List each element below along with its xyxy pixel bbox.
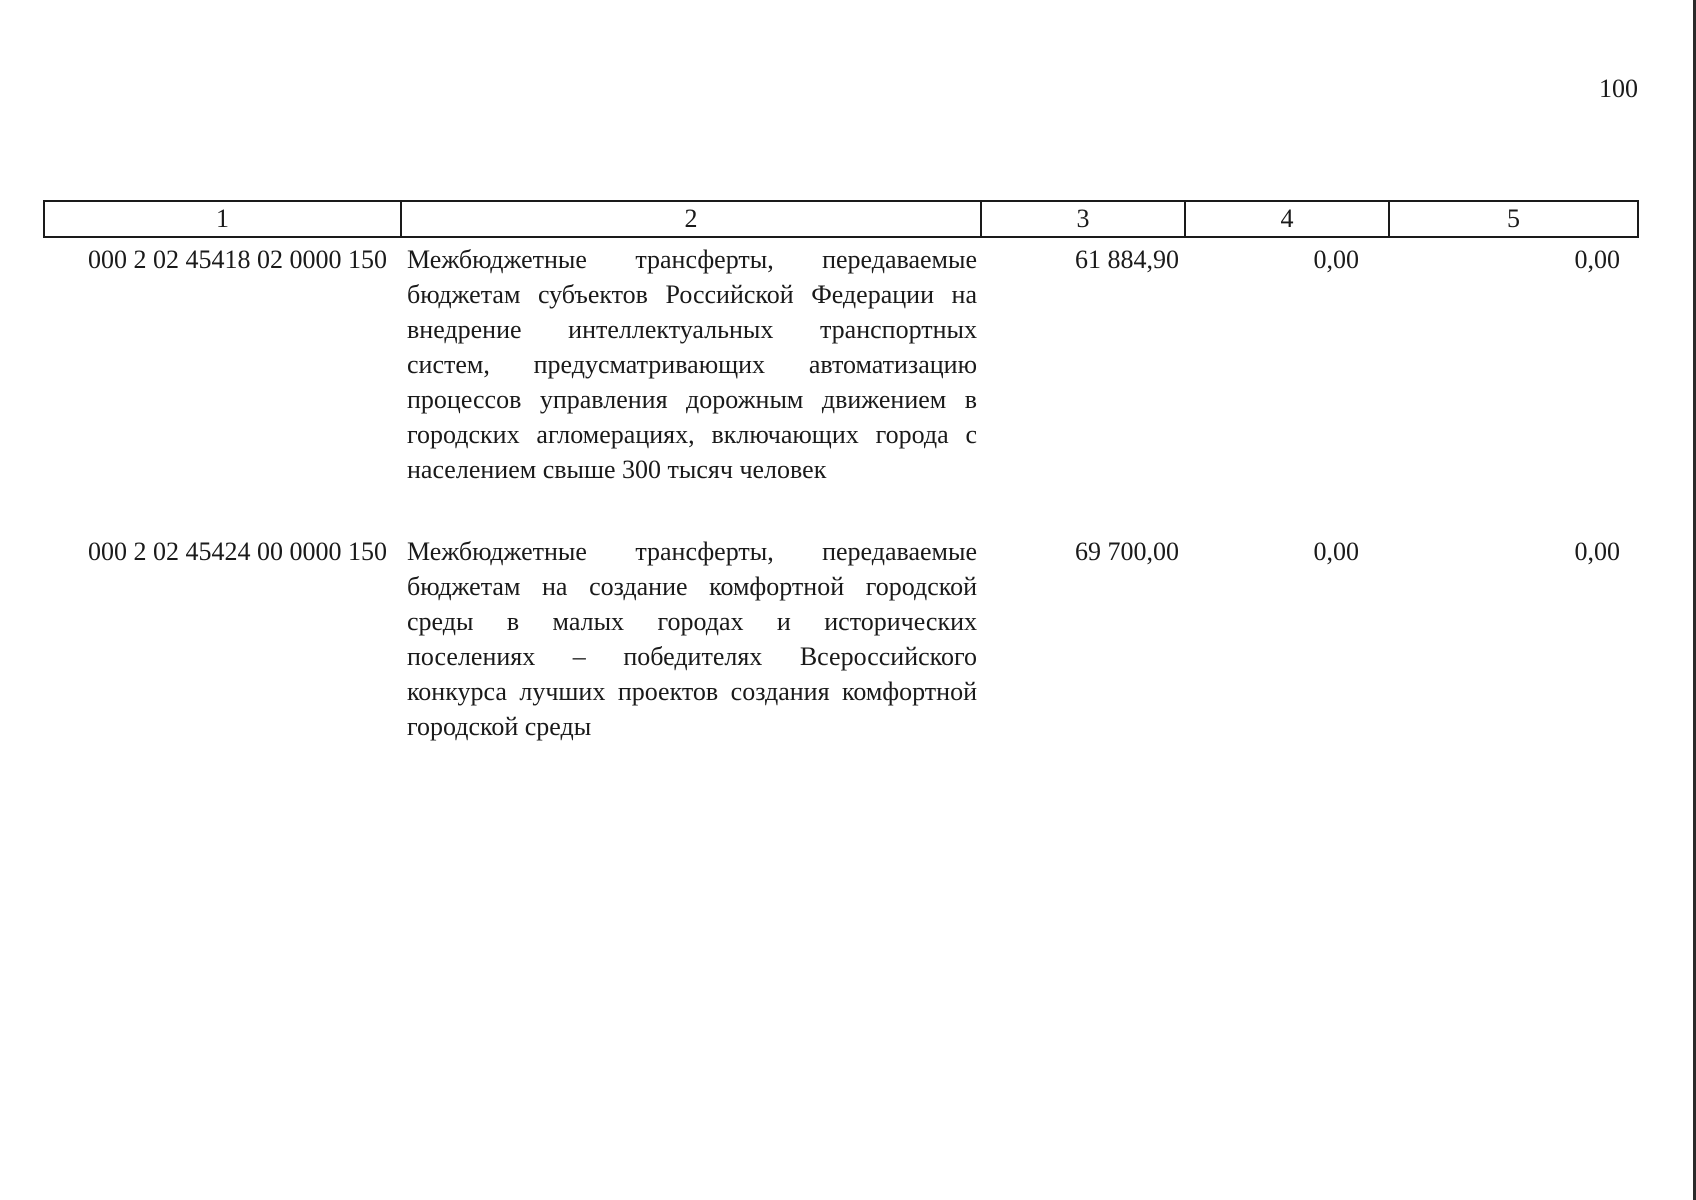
budget-table <box>43 200 1639 744</box>
row-col3-value: 61 884,90 <box>1075 245 1179 274</box>
table-row <box>44 530 1638 744</box>
row-col3-value: 69 700,00 <box>1075 537 1179 566</box>
header-cell-3: 3 <box>981 201 1185 237</box>
row-name: Межбюджетные трансферты, передаваемые бюджетам на создание комфортной городской среды в малых городах и исторических поселениях – победителях Всероссийского конкурса лучших проектов создания комфортной городской среды <box>407 537 977 741</box>
row-col4-value: 0,00 <box>1313 245 1359 274</box>
row-col4-value: 0,00 <box>1313 537 1359 566</box>
header-cell-4: 4 <box>1185 201 1389 237</box>
row-code: 000 2 02 45418 02 0000 150 <box>88 245 387 274</box>
row-name: Межбюджетные трансферты, передаваемые бюджетам субъектов Российской Федерации на внедрение интеллектуальных транспортных систем, предусматривающих автоматизацию процессов управления дорожным движением в городских агломерациях, включающих города с населением свыше 300 тысяч человек <box>407 245 977 484</box>
header-cell-2: 2 <box>401 201 981 237</box>
header-cell-1: 1 <box>44 201 401 237</box>
row-code: 000 2 02 45424 00 0000 150 <box>88 537 387 566</box>
row-col5-value: 0,00 <box>1574 245 1620 274</box>
row-col5-value: 0,00 <box>1574 537 1620 566</box>
header-cell-5: 5 <box>1389 201 1638 237</box>
header-row <box>44 201 1638 237</box>
page-number: 100 <box>1599 74 1638 103</box>
table-row <box>44 237 1638 530</box>
